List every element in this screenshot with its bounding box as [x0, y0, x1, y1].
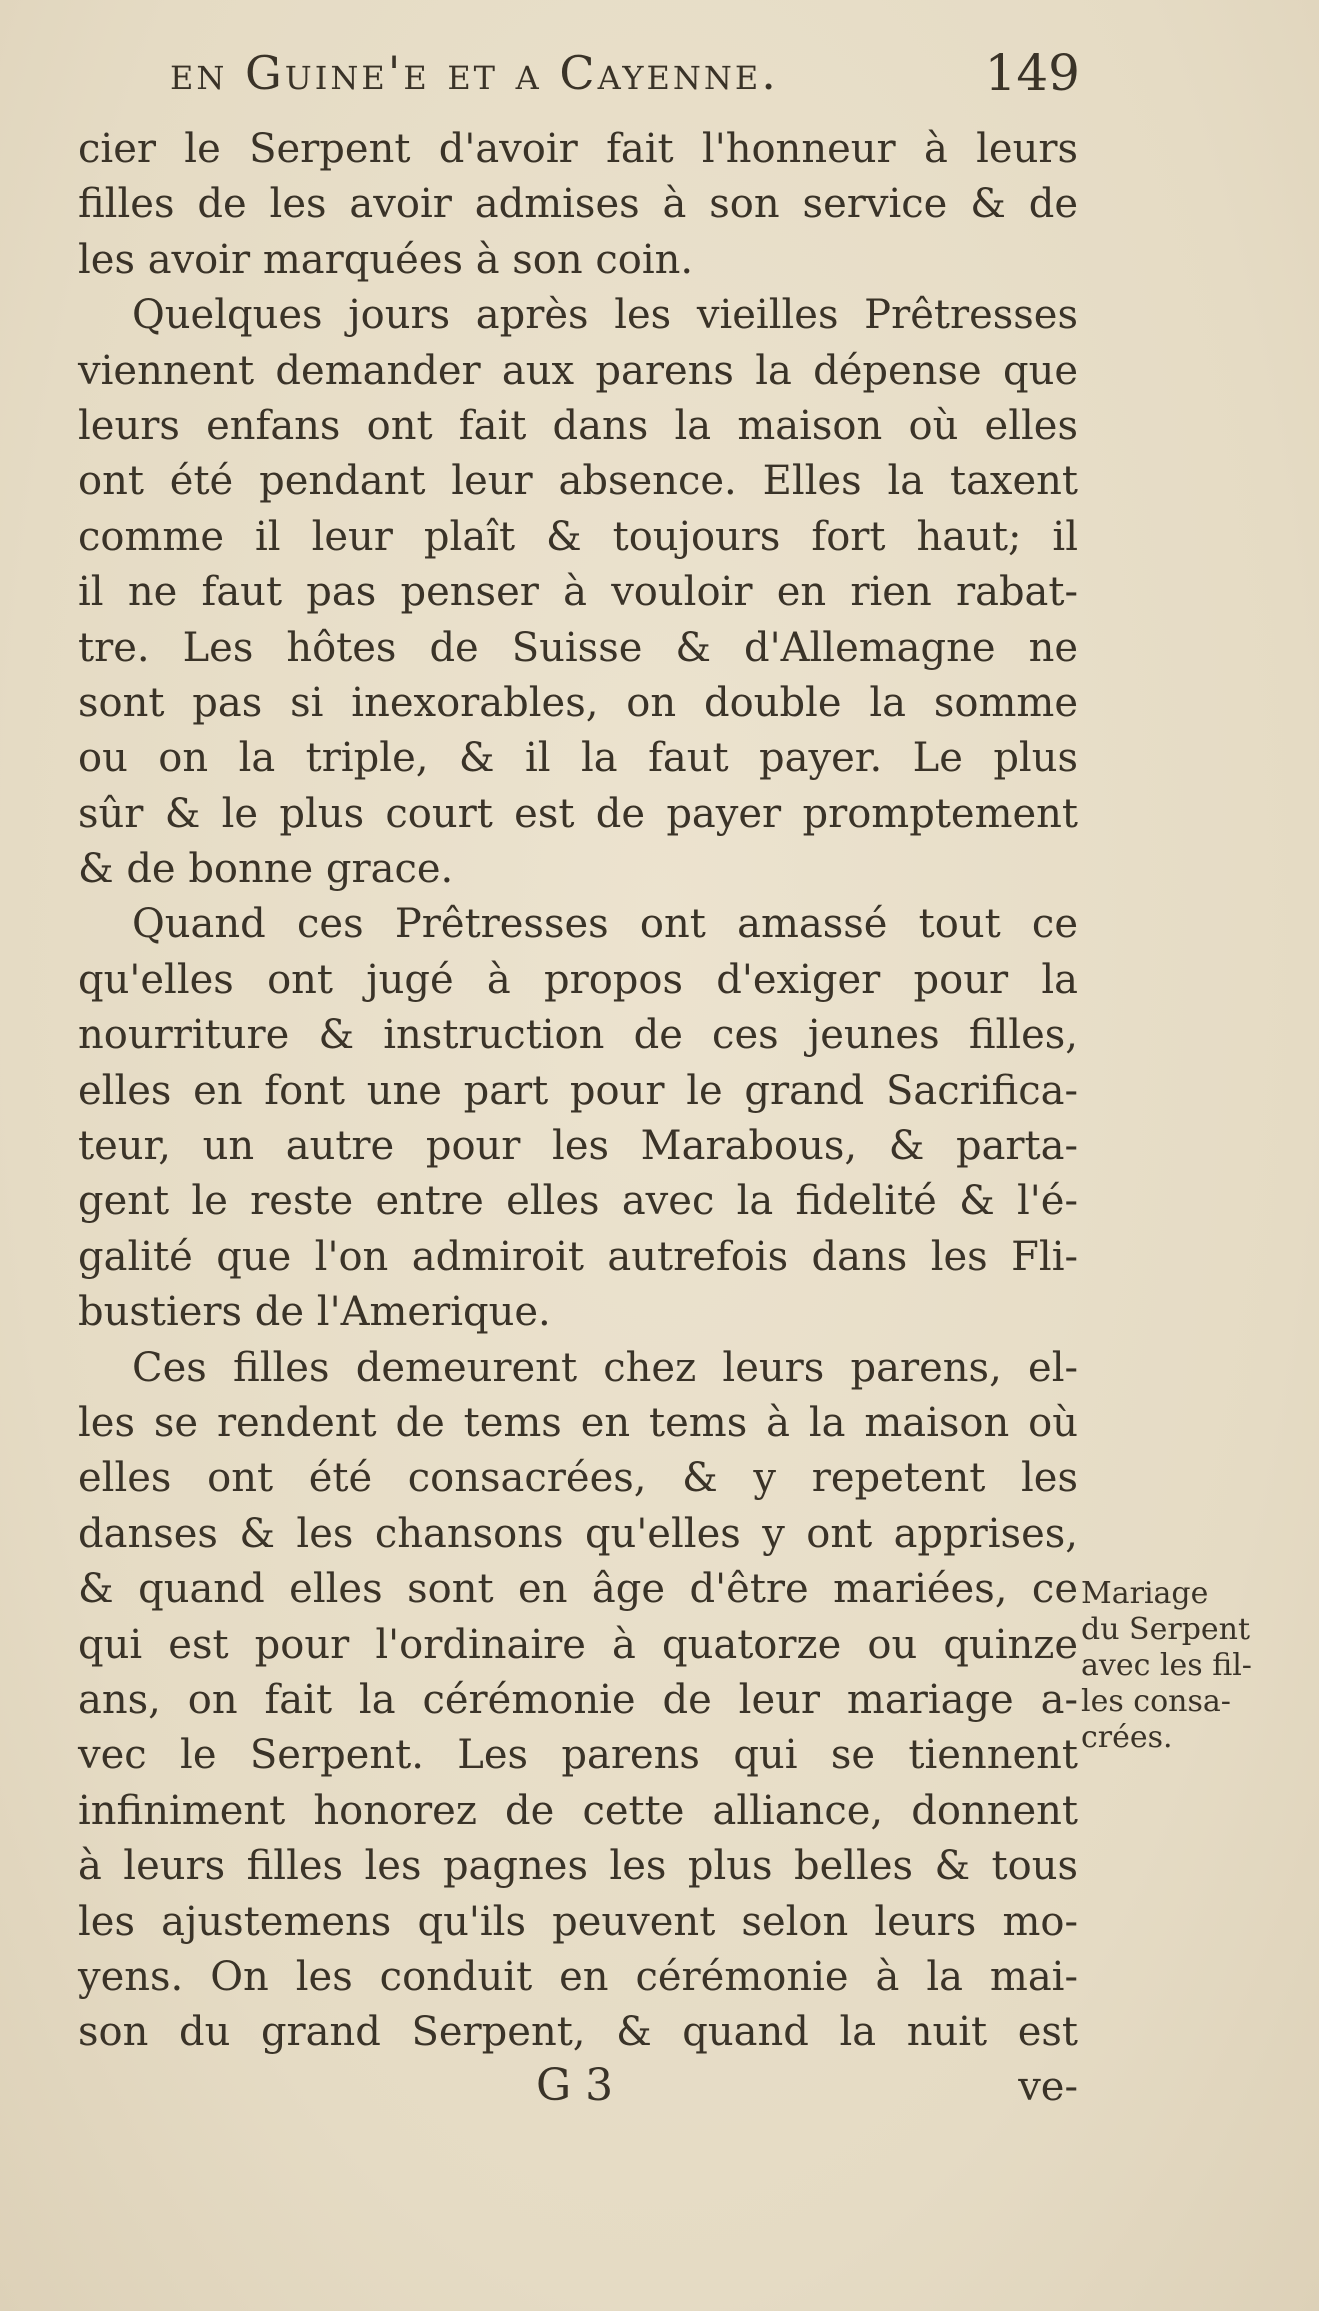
text-line: tre. Les hôtes de Suisse & d'Allemagne ne [78, 624, 1078, 671]
margin-note-line: avec les fil- [1081, 1648, 1252, 1683]
text-line: ans, on fait la cérémonie de leur mariage a- [78, 1676, 1078, 1723]
margin-note [1081, 1576, 1296, 1756]
text-line: yens. On les conduit en cérémonie à la mai- [78, 1953, 1078, 2000]
text-line: & de bonne grace. [78, 846, 454, 893]
text-line: qui est pour l'ordinaire à quatorze ou quinze [78, 1621, 1078, 1668]
text-line: bustiers de l'Amerique. [78, 1289, 551, 1336]
text-line: sont pas si inexorables, on double la somme [78, 679, 1078, 726]
text-line: à leurs filles les pagnes les plus belles & tous [78, 1843, 1078, 1890]
margin-note-line: du Serpent [1081, 1612, 1251, 1647]
page-number: 149 [984, 44, 1080, 102]
margin-note-line: les consa- [1081, 1684, 1231, 1719]
text-line: gent le reste entre elles avec la fidelité & l'é- [78, 1178, 1078, 1225]
text-line: teur, un autre pour les Marabous, & parta- [78, 1123, 1078, 1170]
text-line: viennent demander aux parens la dépense que [78, 347, 1078, 394]
catchword: ve- [1018, 2064, 1078, 2110]
body-text [78, 122, 1078, 2061]
signature-mark: G 3 [536, 2060, 614, 2111]
text-line: leurs enfans ont fait dans la maison où elles [78, 402, 1078, 449]
margin-note-line: crées. [1081, 1720, 1173, 1755]
paragraph-first-line: Ces filles demeurent chez leurs parens, el- [132, 1344, 1078, 1391]
running-head: en Guine'e et a Cayenne. [170, 46, 779, 100]
text-line: ont été pendant leur absence. Elles la taxent [78, 458, 1078, 505]
text-line: infiniment honorez de cette alliance, donnent [78, 1787, 1078, 1834]
text-line: les se rendent de tems en tems à la maison où [78, 1399, 1078, 1446]
text-line: galité que l'on admiroit autrefois dans les Fli- [78, 1233, 1078, 1280]
text-line: cier le Serpent d'avoir fait l'honneur à leurs [78, 126, 1078, 172]
text-line: vec le Serpent. Les parens qui se tiennent [78, 1732, 1078, 1779]
text-line: les ajustemens qu'ils peuvent selon leurs mo- [78, 1898, 1078, 1945]
page-header [150, 42, 1080, 112]
text-line: les avoir marquées à son coin. [78, 236, 694, 283]
text-line: qu'elles ont jugé à propos d'exiger pour la [78, 956, 1078, 1003]
paragraph-first-line: Quand ces Prêtresses ont amassé tout ce [132, 901, 1078, 948]
text-line: danses & les chansons qu'elles y ont apprises, [78, 1510, 1078, 1557]
text-line: comme il leur plaît & toujours fort haut; il [78, 513, 1078, 560]
margin-note-line: Mariage [1081, 1576, 1209, 1611]
text-line: ou on la triple, & il la faut payer. Le plus [78, 735, 1078, 782]
text-line: il ne faut pas penser à vouloir en rien rabat- [78, 569, 1078, 616]
text-line: nourriture & instruction de ces jeunes filles, [78, 1012, 1078, 1059]
page-footer [78, 2060, 1078, 2120]
text-line: & quand elles sont en âge d'être mariées, ce [78, 1566, 1078, 1613]
text-line: filles de les avoir admises à son service & de [78, 181, 1078, 228]
paragraph-first-line: Quelques jours après les vieilles Prêtresses [132, 292, 1078, 339]
text-line: son du grand Serpent, & quand la nuit est [78, 2009, 1078, 2056]
text-line: elles ont été consacrées, & y repetent les [78, 1455, 1078, 1502]
text-line: elles en font une part pour le grand Sacrifica- [78, 1067, 1078, 1114]
text-line: sûr & le plus court est de payer promptement [78, 790, 1078, 837]
